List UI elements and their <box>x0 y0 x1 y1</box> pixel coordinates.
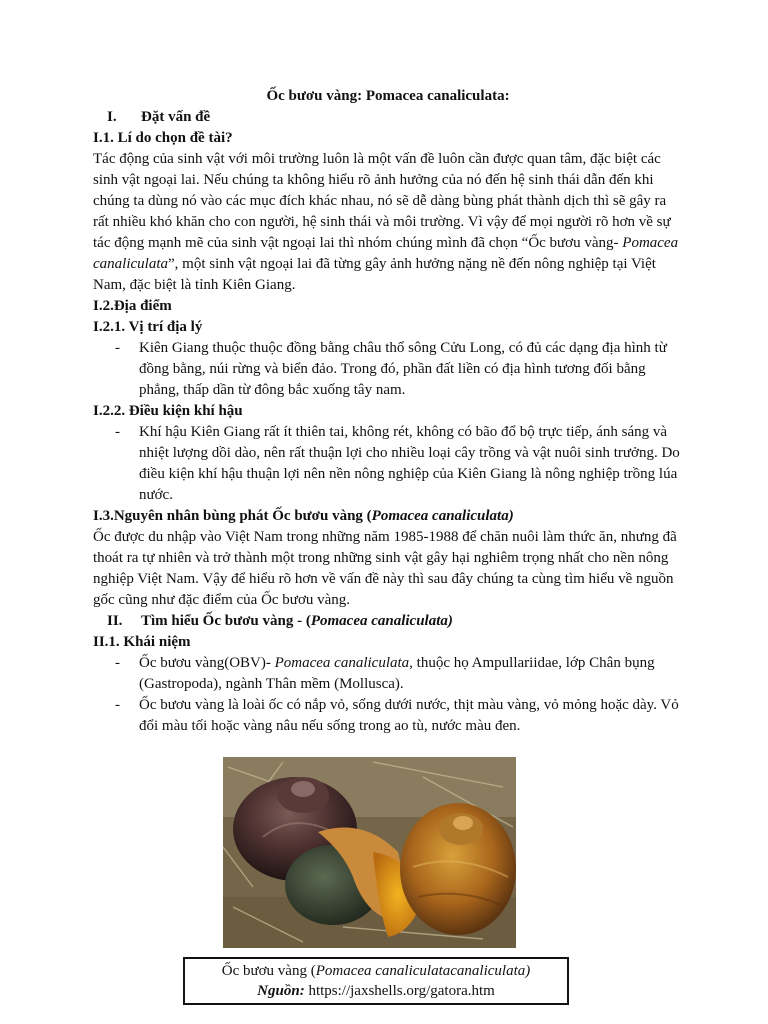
snail-photo <box>223 757 516 948</box>
bullet-item <box>93 695 683 737</box>
subsection-heading-2-1: II.1. Khái niệm <box>93 634 191 650</box>
species-name: Pomacea canaliculata <box>93 235 679 272</box>
bullet-dash: - <box>115 697 120 713</box>
caption-text: Ốc bươu vàng ( <box>221 963 316 979</box>
species-name: Pomacea canaliculata <box>274 655 410 671</box>
document-title: Ốc bươu vàng: Pomacea canaliculata: <box>266 88 510 104</box>
document-body <box>93 86 683 737</box>
heading-text: Tìm hiểu Ốc bươu vàng - ( <box>141 613 311 629</box>
species-name: Pomacea canaliculatacanaliculata) <box>315 963 531 979</box>
bullet-text-part: Ốc bươu vàng(OBV)- <box>139 655 275 671</box>
subsection-heading-1-2-2: I.2.2. Điều kiện khí hậu <box>93 403 243 419</box>
figure-caption <box>183 957 569 1005</box>
bullet-item <box>93 653 683 695</box>
paragraph-text: ”, một sinh vật ngoại lai đã từng gây ảnh hưởng nặng nề đến nông nghiệp tại Việt Nam, đặc biệt là tỉnh Kiên Giang. <box>93 256 656 293</box>
bullet-dash: - <box>115 424 120 440</box>
section-heading-2 <box>93 611 683 632</box>
bullet-dash: - <box>115 655 120 671</box>
section-heading-text: Đặt vấn đề <box>141 109 211 125</box>
paragraph-reason <box>93 149 683 296</box>
paragraph-cause: Ốc được du nhập vào Việt Nam trong những năm 1985-1988 để chăn nuôi làm thức ăn, nhưng đã thoát ra tự nhiên và trở thành một trong những sinh vật gây hại nghiêm trọng nhất cho nền nông nghiệp Việt Nam. Vậy để hiểu rõ hơn về vấn đề này thì sau đây chúng ta cùng tìm hiểu về nguồn gốc cũng như đặc điểm của Ốc bươu vàng. <box>93 529 677 608</box>
section-number: I. <box>107 109 117 125</box>
bullet-text: Ốc bươu vàng là loài ốc có nắp vỏ, sống dưới nước, thịt màu vàng, vỏ mỏng hoặc dày. Vỏ đổi màu tối hoặc vàng nâu nếu sống trong ao tù, nước màu đen. <box>139 697 679 734</box>
caption-source <box>185 981 567 1001</box>
snail-photo-graphic <box>223 757 516 948</box>
bullet-item <box>93 338 683 401</box>
bullet-text-part: , thuộc họ Ampullariidae, lớp Chân bụng (Gastropoda), ngành Thân mềm (Mollusca). <box>139 655 655 692</box>
bullet-dash: - <box>115 340 120 356</box>
bullet-text: Kiên Giang thuộc thuộc đồng bằng châu thổ sông Cửu Long, có đủ các dạng địa hình từ đồng bằng, núi rừng và biển đảo. Trong đó, phần đất liền có địa hình tương đối bằng phẳng, thấp dần từ đông bắc xuống tây nam. <box>139 340 667 398</box>
section-number: II. <box>107 613 123 629</box>
caption-line <box>185 961 567 981</box>
source-label: Nguồn: <box>257 983 305 999</box>
bullet-item <box>93 422 683 506</box>
heading-text: I.3.Nguyên nhân bùng phát Ốc bươu vàng ( <box>93 508 372 524</box>
subsection-heading-1-1: I.1. Lí do chọn đề tài? <box>93 130 233 146</box>
species-name: Pomacea canaliculata) <box>310 613 453 629</box>
source-url: https://jaxshells.org/gatora.htm <box>304 983 495 999</box>
subsection-heading-1-2: I.2.Địa điểm <box>93 298 172 314</box>
bullet-text: Khí hậu Kiên Giang rất ít thiên tai, không rét, không có bão đổ bộ trực tiếp, ánh sáng và nhiệt lượng dồi dào, nên rất thuận lợi cho nhiều loại cây trồng và vật nuôi sinh trưởng. Do điều kiện khí hậu thuận lợi nên nền nông nghiệp của Kiên Giang là nông nghiệp trồng lúa nước. <box>139 424 680 503</box>
bullet-text <box>139 653 683 695</box>
species-name: Pomacea canaliculata) <box>371 508 514 524</box>
paragraph-text: Tác động của sinh vật với môi trường luôn là một vấn đề luôn cần được quan tâm, đặc biệt các sinh vật ngoại lai. Nếu chúng ta không hiểu rõ ảnh hưởng của nó đến hệ sinh thái dẫn đến khi chúng ta dùng nó vào các mục đích khác nhau, nó sẽ dễ dàng bùng phát thành dịch thì sẽ gây ra rất nhiều khó khăn cho con người, hệ sinh thái và môi trường. Vì vậy để mọi người rõ hơn về sự tác động mạnh mẽ của sinh vật ngoại lai thì nhóm chúng mình đã chọn “Ốc bươu vàng- <box>93 151 671 251</box>
section-heading-text <box>141 611 453 632</box>
subsection-heading-1-3 <box>93 506 683 527</box>
section-heading-1 <box>93 107 683 128</box>
subsection-heading-1-2-1: I.2.1. Vị trí địa lý <box>93 319 203 335</box>
